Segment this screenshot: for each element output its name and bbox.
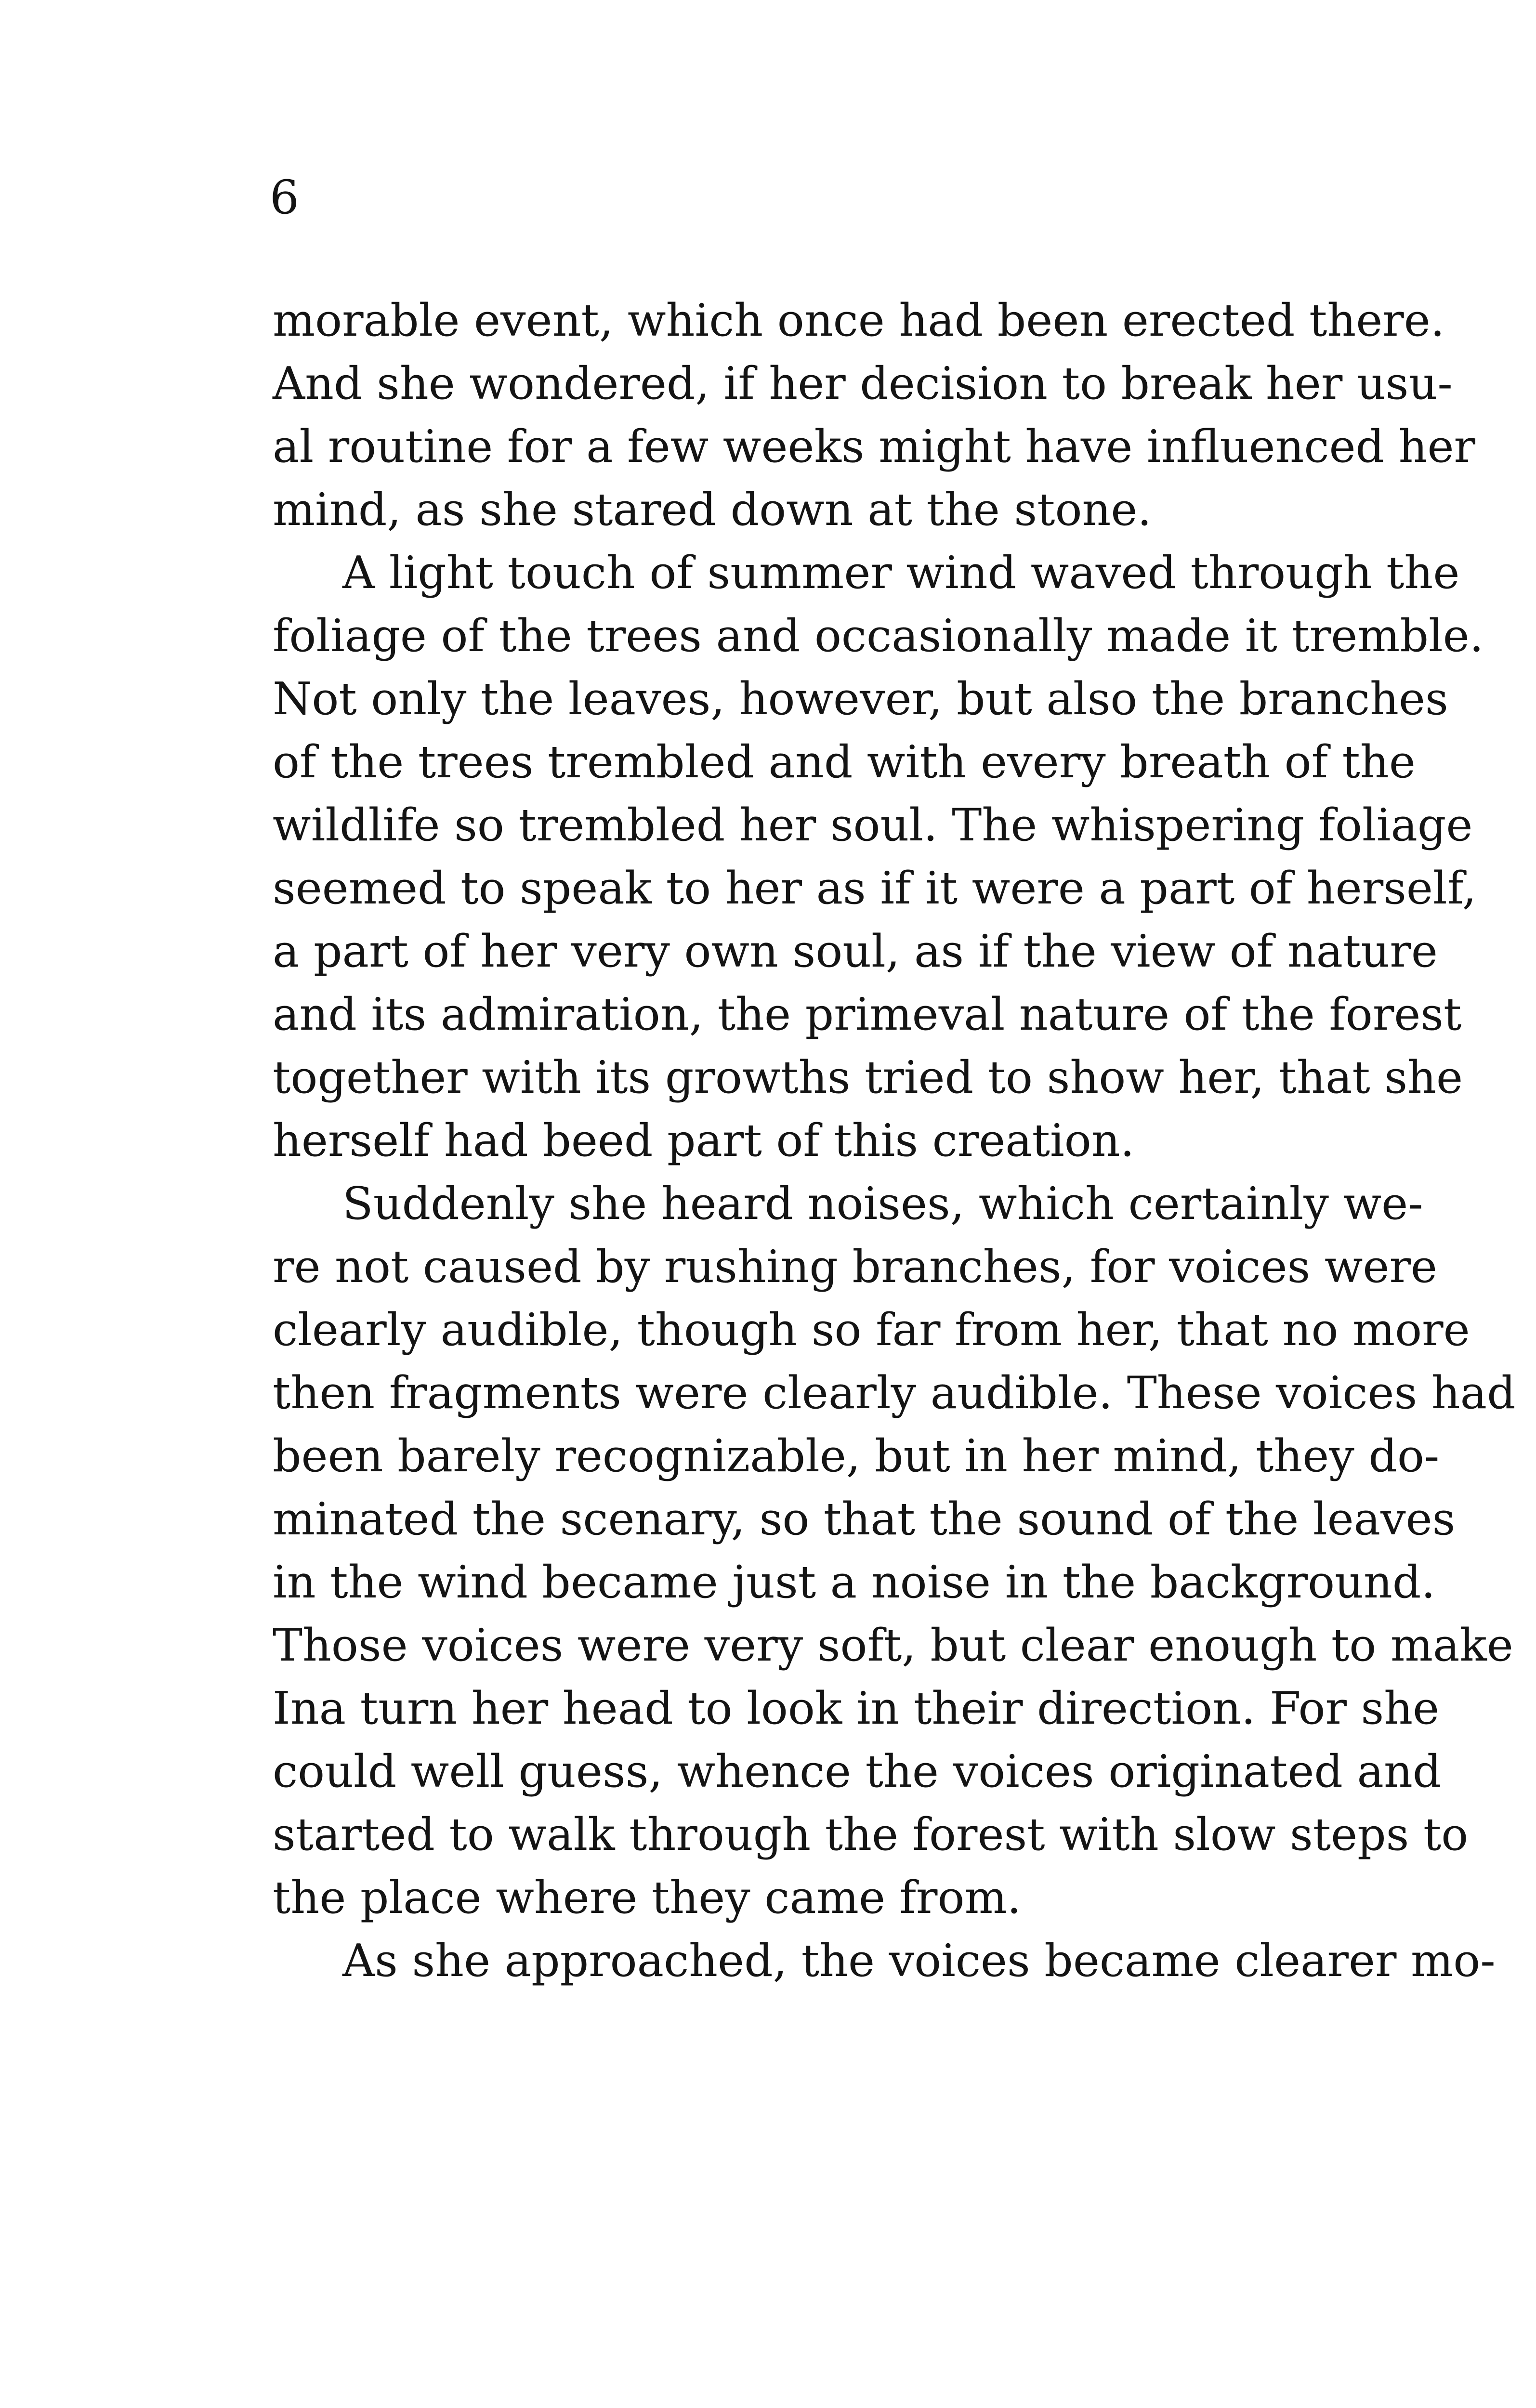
- page-number: 6: [270, 170, 300, 224]
- text-line: the place where they came from.: [273, 1871, 1022, 1924]
- text-line: been barely recognizable, but in her mind, they do-: [273, 1430, 1440, 1482]
- text-line: mind, as she stared down at the stone.: [273, 484, 1152, 536]
- text-line: wildlife so trembled her soul. The whispering foliage: [273, 799, 1473, 851]
- text-line: a part of her very own soul, as if the view of nature: [273, 925, 1438, 977]
- text-line: Suddenly she heard noises, which certainly we-: [342, 1178, 1423, 1230]
- text-line: As she approached, the voices became clearer mo-: [342, 1935, 1496, 1987]
- text-line: And she wondered, if her decision to break her usu-: [273, 357, 1453, 409]
- text-line: clearly audible, though so far from her, that no more: [273, 1304, 1470, 1356]
- text-line: of the trees trembled and with every breath of the: [273, 736, 1416, 788]
- text-line: herself had beed part of this creation.: [273, 1114, 1135, 1166]
- text-line: Those voices were very soft, but clear enough to make: [273, 1619, 1513, 1671]
- text-line: foliage of the trees and occasionally made it tremble.: [273, 610, 1484, 662]
- text-line: in the wind became just a noise in the background.: [273, 1556, 1436, 1608]
- text-line: Ina turn her head to look in their direction. For she: [273, 1682, 1440, 1734]
- text-line: Not only the leaves, however, but also the branches: [273, 673, 1448, 725]
- body-text: [273, 289, 1516, 1992]
- text-line: together with its growths tried to show her, that she: [273, 1051, 1463, 1103]
- text-line: started to walk through the forest with slow steps to: [273, 1808, 1469, 1860]
- text-line: seemed to speak to her as if it were a part of herself,: [273, 862, 1477, 914]
- text-line: could well guess, whence the voices originated and: [273, 1745, 1442, 1797]
- text-line: morable event, which once had been erected there.: [273, 294, 1445, 346]
- text-line: and its admiration, the primeval nature of the forest: [273, 988, 1462, 1040]
- text-line: re not caused by rushing branches, for voices were: [273, 1241, 1437, 1293]
- text-line: minated the scenary, so that the sound of the leaves: [273, 1493, 1456, 1545]
- text-line: A light touch of summer wind waved through the: [342, 547, 1460, 599]
- text-line: al routine for a few weeks might have influenced her: [273, 420, 1475, 472]
- text-line: then fragments were clearly audible. These voices had: [273, 1367, 1516, 1419]
